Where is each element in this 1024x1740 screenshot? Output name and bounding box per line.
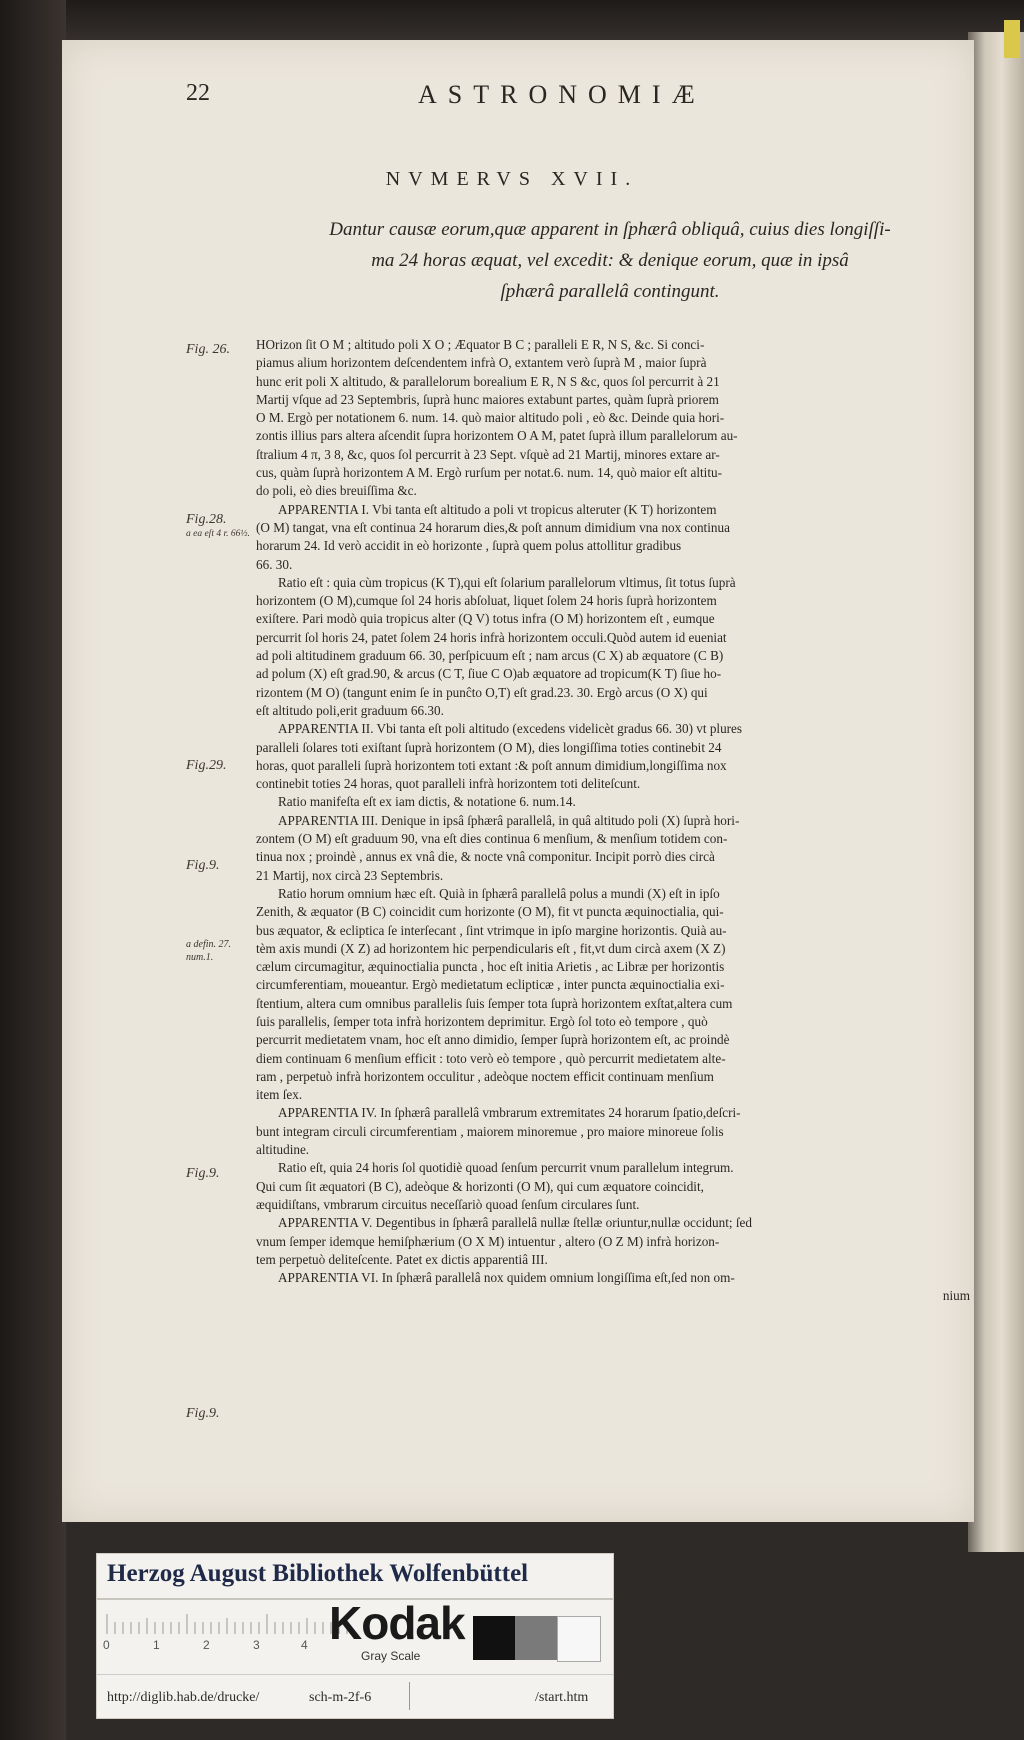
body-text-line: continebit toties 24 horas, quot paralleli infrà horizontem toti deliteſcunt.	[256, 776, 641, 792]
subtitle-line: ma 24 horas æquat, vel excedit: & denique eorum, quæ in ipsâ	[371, 250, 849, 271]
body-text-line: rizontem (M O) (tangunt enim ſe in punĉto O,T) eſt grad.23. 30. Ergò arcus (O X) qui	[256, 684, 708, 700]
margin-note-fig-9: Fig.9.	[186, 1166, 220, 1181]
margin-note-fig-9: Fig.9.	[186, 1406, 220, 1421]
gray-swatch-black	[473, 1616, 515, 1660]
body-text	[256, 336, 970, 1306]
adjacent-page-edge	[968, 32, 1024, 1552]
body-text-line: horizontem (O M),cumque ſol 24 horis abſoluat, liquet ſolem 24 horis ſuprà horizontem	[256, 593, 717, 609]
ruler-number: 2	[203, 1638, 210, 1652]
source-url: http://diglib.hab.de/drucke/	[107, 1690, 260, 1705]
kodak-logo: Kodak	[329, 1597, 465, 1649]
body-text-line: Ratio eſt, quia 24 horis ſol quotidiè quoad ſenſum percurrit vnum parallelum integrum.	[278, 1160, 734, 1176]
body-text-line: vnum ſemper idemque hemiſphærium (O X M) intuentur , altero (O Z M) infrà horizon-	[256, 1233, 720, 1249]
body-text-line: bus æquator, & ecliptica ſe interſecant , ſint vtrimque in ipſo margine horizontis. Quià au-	[256, 922, 727, 938]
body-text-line: bunt integram circuli circumferentiam , maiorem minoremue , pro maiore minoreue ſolis	[256, 1123, 724, 1139]
body-text-line: HOrizon ſit O M ; altitudo poli X O ; Æquator B C ; paralleli E R, N S, &c. Si conci-	[256, 337, 705, 352]
body-text-line: Ratio horum omnium hæc eſt. Quià in ſphærâ parallelâ polus a mundi (X) eſt in ipſo	[278, 885, 720, 901]
margin-note-fig-9: Fig.9.	[186, 858, 220, 873]
body-text-line: zontem (O M) eſt graduum 90, vna eſt dies continua 6 menſium, & menſium totidem con-	[256, 831, 728, 847]
body-text-line: ſtralium 4 π, 3 8, &c, quos ſol percurrit à 23 Sept. vſquè ad 21 Martij, minores extare ar-	[256, 446, 720, 462]
body-text-line: tèm axis mundi (X Z) ad horizontem hic perpendicularis eſt , fit,vt dum circà axem (X Z)	[256, 940, 726, 956]
ruler-number: 4	[301, 1638, 308, 1652]
margin-note-definition-reference: a defin. 27. num.1.	[186, 939, 231, 963]
body-text-line: ſtentium, altera cum omnibus parallelis ſuis ſemper tota ſuprà horizontem exſtat,altera cum	[256, 995, 733, 1011]
body-text-line: circumferentiam, moueantur. Ergò medietatum eclipticæ , inter puncta æquinoctialia exi-	[256, 977, 725, 993]
body-text-line: ad poli altitudinem graduum 66. 30, perſpicuum eſt ; nam arcus (C X) ab æquatore (C B)	[256, 648, 724, 664]
body-text-line: APPARENTIA IV. In ſphærâ parallelâ vmbrarum extremitates 24 horarum ſpatio,deſcri-	[278, 1105, 741, 1121]
margin-note-fig-26: Fig. 26.	[186, 342, 230, 357]
body-text-line: hunc erit poli X altitudo, & parallelorum borealium E R, N S &c, quos ſol percurrit à 21	[256, 373, 720, 389]
body-text-line: Qui cum ſit æquatori (B C), adeòque & horizonti (O M), qui cum æquatore coincidit,	[256, 1178, 704, 1194]
margin-note-reference: a ea eſt 4 r. 66½.	[186, 529, 250, 539]
url-separator	[409, 1682, 410, 1710]
body-text-line: (O M) tangat, vna eſt continua 24 horarum dies,& poſt annum dimidium vna nox continua	[256, 519, 730, 535]
strip-divider	[97, 1674, 613, 1675]
library-scan-strip	[96, 1553, 614, 1719]
body-text-line: Zenith, & æquator (B C) coincidit cum horizonte (O M), fit vt puncta æquinoctialia, qui-	[256, 904, 724, 920]
body-text-line: æquidiſtans, vmbrarum circuitus neceſſariò quoad ſenſum circulares ſunt.	[256, 1196, 640, 1212]
body-text-line: paralleli ſolares toti exiſtant ſuprà horizontem (O M), dies longiſſima toties continebit 24	[256, 739, 722, 755]
body-text-line: APPARENTIA VI. In ſphærâ parallelâ nox quidem omnium longiſſima eſt,ſed non om-	[278, 1270, 735, 1286]
ruler-number: 3	[253, 1638, 260, 1652]
library-name: Herzog August Bibliothek Wolfenbüttel	[107, 1560, 529, 1587]
body-text-line: O M. Ergò per notationem 6. num. 14. quò maior altitudo poli , eò &c. Deinde quia hori-	[256, 410, 725, 426]
running-head: ASTRONOMIÆ	[418, 80, 706, 109]
body-text-line: cus, quàm ſuprà horizontem A M. Ergò rurſum per notat.6. num. 14, quò maior eſt altitu-	[256, 465, 722, 481]
subtitle-line: Dantur causæ eorum,quæ apparent in ſphærâ obliquâ, cuius dies longiſſi-	[329, 219, 891, 240]
body-text-line: Martij vſque ad 23 Septembris, ſuprà hunc maiores extabunt partes, quàm ſuprà priorem	[256, 391, 719, 407]
ruler-number: 1	[153, 1638, 160, 1652]
body-text-line: nium	[942, 1288, 970, 1304]
gray-scale-label: Gray Scale	[361, 1649, 421, 1663]
body-text-line: ſuis parallelis, ſemper tota infrà horizontem deprimitur. Ergò ſol toto eò tempore , quò	[256, 1013, 708, 1029]
body-text-line: Ratio manifeſta eſt ex iam dictis, & notatione 6. num.14.	[278, 794, 576, 810]
body-text-line: piamus alium horizontem deſcendentem infrà O, extantem verò ſuprà M , maior ſuprà	[256, 355, 707, 371]
body-text-line: APPARENTIA I. Vbi tanta eſt altitudo a poli vt tropicus alteruter (K T) horizontem	[278, 501, 717, 517]
body-text-line: horas, quot paralleli ſuprà horizontem toti extant :& poſt annum dimidium,longiſſima nox	[256, 757, 727, 773]
page-marker-tab	[1004, 20, 1020, 58]
subtitle-line: ſphærâ parallelâ contingunt.	[500, 281, 720, 302]
body-text-line: zontis illius pars altera aſcendit ſupra horizontem O A M, patet ſuprà illum parallelorum au-	[256, 428, 738, 444]
body-text-line: percurrit ſol horis 24, patet ſolem 24 horis infrà horizontem occuli.Quòd autem id eueniat	[256, 629, 727, 645]
body-text-line: exiſtere. Pari modò quia tropicus alter (Q V) totus infra (O M) horizontem eſt , eumque	[256, 611, 715, 627]
body-text-line: ad polum (X) eſt grad.90, & arcus (C T, ſiue C O)ab æquatore ad tropicum(K T) ſiue ho-	[256, 666, 722, 682]
body-text-line: APPARENTIA V. Degentibus in ſphærâ parallelâ nullæ ſtellæ oriuntur,nullæ occidunt; ſed	[278, 1215, 752, 1231]
scan-left-edge	[0, 0, 66, 1740]
start-page-url: /start.htm	[535, 1690, 589, 1705]
section-title: NVMERVS XVII.	[385, 168, 639, 190]
body-text-line: item ſex.	[256, 1087, 303, 1103]
section-subtitle	[250, 214, 970, 307]
body-text-line: ram , perpetuò infrà horizontem occulitur , adeòque noctem efficit continuam menſium	[256, 1068, 714, 1084]
body-text-line: altitudine.	[256, 1142, 310, 1158]
shelfmark: sch-m-2f-6	[309, 1690, 372, 1705]
ruler-number: 0	[103, 1638, 110, 1652]
body-text-line: 66. 30.	[256, 556, 293, 572]
page-number: 22	[186, 80, 210, 106]
body-text-line: percurrit medietatem vnam, hoc eſt anno dimidio, ſemper ſuprà horizontem eſt, ac proindè	[256, 1032, 730, 1048]
margin-note-fig-28: Fig.28.	[186, 512, 227, 527]
body-text-line: do poli, eò dies breuiſſima &c.	[256, 483, 417, 499]
body-text-line: tinua nox ; proindè , annus ex vnâ die, & nocte vnâ componitur. Incipit porrò dies circà	[256, 849, 715, 865]
gray-swatch-white	[557, 1616, 601, 1662]
body-text-line: APPARENTIA II. Vbi tanta eſt poli altitudo (excedens videlicèt gradus 66. 30) vt plures	[278, 721, 743, 737]
body-text-line: Ratio eſt : quia cùm tropicus (K T),qui eſt ſolarium parallelorum vltimus, ſit totus ſuprà	[278, 574, 736, 590]
gray-swatch-mid	[515, 1616, 557, 1660]
body-text-line: horarum 24. Id verò accidit in eò horizonte , ſuprà quem polus attollitur gradibus	[256, 538, 682, 554]
margin-note-fig-29: Fig.29.	[186, 758, 227, 773]
body-text-line: eſt altitudo poli,erit graduum 66.30.	[256, 702, 444, 718]
body-text-line: APPARENTIA III. Denique in ipsâ ſphærâ parallelâ, in quâ altitudo poli (X) ſuprà hori-	[278, 812, 740, 828]
body-text-line: 21 Martij, nox circà 23 Septembris.	[256, 867, 444, 883]
body-text-line: diem continuam 6 menſium efficit : toto verò eò tempore , quò percurrit medietatem alte-	[256, 1050, 726, 1066]
body-text-line: cælum circumagitur, æquinoctialia puncta , hoc eſt initia Arietis , ac Libræ per horizontis	[256, 959, 725, 975]
body-text-line: tem perpetuò deliteſcente. Patet ex dictis apparentiâ III.	[256, 1251, 548, 1267]
